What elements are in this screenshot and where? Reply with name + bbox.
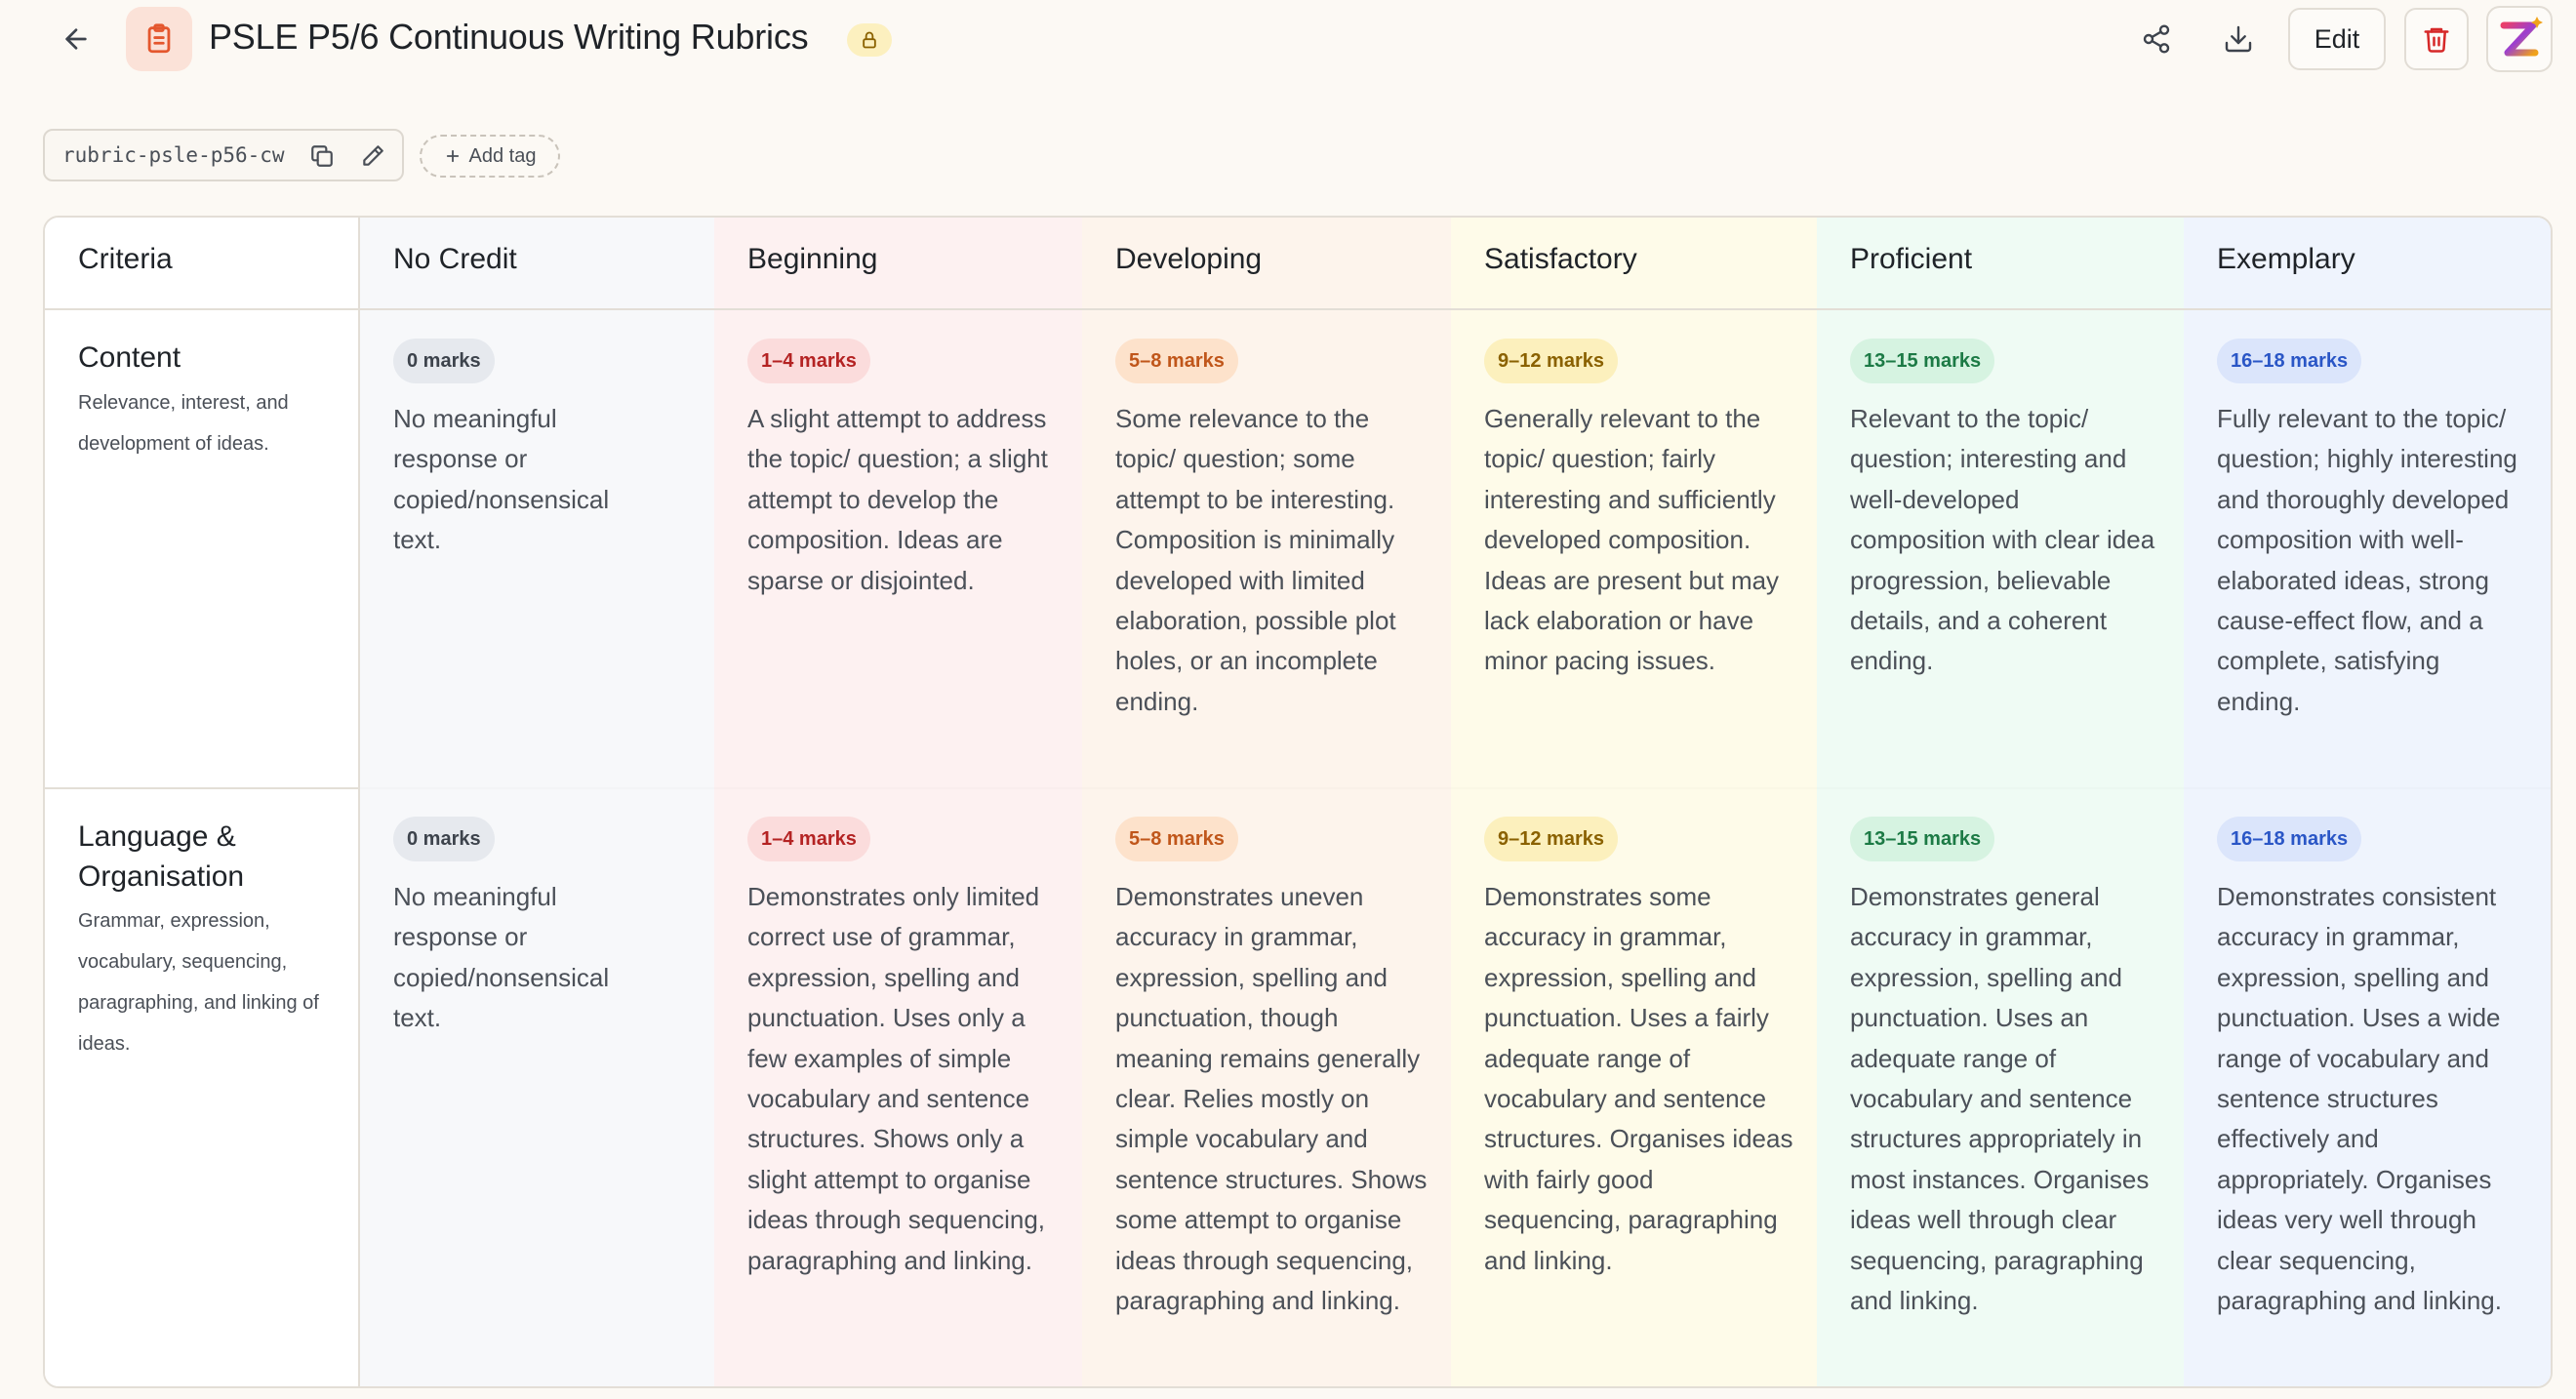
plus-icon — [444, 147, 462, 165]
level-column-exemplary — [2184, 218, 2553, 1386]
marks-badge: 13–15 marks — [1850, 817, 1994, 861]
rubric-slug: rubric-psle-p56-cw — [62, 143, 285, 167]
brand-logo-icon — [2492, 12, 2547, 66]
locked-badge — [847, 23, 892, 57]
marks-badge: 9–12 marks — [1484, 339, 1618, 383]
level-column-proficient — [1817, 218, 2184, 1386]
marks-badge: 0 marks — [393, 339, 495, 383]
marks-badge: 1–4 marks — [747, 817, 870, 861]
add-tag-label: Add tag — [468, 144, 537, 167]
level-header: Beginning — [747, 243, 878, 275]
criteria-column — [45, 218, 360, 1386]
arrow-left-icon — [60, 23, 92, 55]
rubric-cell-text: Demonstrates general accuracy in grammar, expression, spelling and punctuation. Uses an adequate range of vocabulary and sentence structures appropriately in most instances. Organises ideas well through clear sequencing, paragraphing and linking. — [1850, 882, 2150, 1316]
rubric-cell-text: Demonstrates only limited correct use of grammar, expression, spelling and punctuation. Uses only a few examples of simple vocabulary and sentence structures. Shows only a slight attempt to organise ideas through sequencing, paragraphing and linking. — [747, 882, 1046, 1275]
marks-badge: 0 marks — [393, 817, 495, 861]
row-divider — [360, 787, 2553, 789]
copy-icon — [309, 143, 335, 169]
rubric-cell-text: No meaningful response or copied/nonsensical text. — [393, 882, 610, 1033]
share-button[interactable] — [2135, 18, 2178, 60]
edit-button[interactable]: Edit — [2288, 8, 2386, 70]
marks-badge: 5–8 marks — [1115, 817, 1238, 861]
level-header: Exemplary — [2217, 243, 2355, 275]
download-button[interactable] — [2217, 18, 2260, 60]
level-header: No Credit — [393, 243, 517, 275]
share-icon — [2141, 23, 2172, 55]
back-button[interactable] — [57, 20, 96, 59]
level-column-beginning — [714, 218, 1082, 1386]
level-column-satisfactory — [1451, 218, 1817, 1386]
lock-icon — [860, 30, 879, 50]
rubric-table — [43, 216, 2553, 1388]
marks-badge: 16–18 marks — [2217, 339, 2361, 383]
page-title: PSLE P5/6 Continuous Writing Rubrics — [209, 17, 809, 57]
level-header: Proficient — [1850, 243, 1973, 275]
pencil-icon — [360, 143, 385, 169]
criteria-header: Criteria — [78, 243, 173, 275]
level-header: Developing — [1115, 243, 1263, 275]
rubric-cell-text: Demonstrates some accuracy in grammar, expression, spelling and punctuation. Uses a fairly adequate range of vocabulary and sentence structures. Organises ideas with fairly good sequencing, paragraphing and linking. — [1484, 882, 1793, 1275]
marks-badge: 16–18 marks — [2217, 817, 2361, 861]
marks-badge: 1–4 marks — [747, 339, 870, 383]
rubric-slug-chip — [43, 129, 404, 181]
rubric-cell-text: Relevant to the topic/ question; interesting and well-developed composition with clear idea progression, believable details, and a coherent ending. — [1850, 404, 2155, 676]
add-tag-button[interactable] — [420, 135, 560, 178]
edit-slug-button[interactable] — [359, 142, 386, 170]
document-type-badge — [126, 7, 192, 71]
copy-slug-button[interactable] — [308, 142, 336, 170]
clipboard-list-icon — [142, 22, 176, 56]
download-icon — [2223, 23, 2254, 55]
criterion-description: Relevance, interest, and development of ideas. — [78, 392, 289, 455]
row-divider — [45, 787, 360, 789]
rubric-cell-text: Fully relevant to the topic/ question; highly interesting and thoroughly developed composition with well-elaborated ideas, strong cause-effect flow, and a complete, satisfying ending. — [2217, 404, 2517, 716]
marks-badge: 13–15 marks — [1850, 339, 1994, 383]
criterion-description: Grammar, expression, vocabulary, sequencing, paragraphing, and linking of ideas. — [78, 910, 319, 1055]
level-column-no-credit — [360, 218, 714, 1386]
criterion-title: Language & Organisation — [78, 820, 245, 893]
level-column-developing — [1082, 218, 1451, 1386]
marks-badge: 9–12 marks — [1484, 817, 1618, 861]
delete-button[interactable] — [2404, 8, 2469, 70]
rubric-cell-text: A slight attempt to address the topic/ question; a slight attempt to develop the composition. Ideas are sparse or disjointed. — [747, 404, 1048, 595]
criterion-title: Content — [78, 341, 181, 374]
marks-badge: 5–8 marks — [1115, 339, 1238, 383]
header-bar — [0, 0, 2576, 78]
rubric-cell-text: Demonstrates uneven accuracy in grammar, expression, spelling and punctuation, though meaning remains generally clear. Relies mostly on simple vocabulary and sentence structures. Shows some attempt to organise ideas through sequencing, paragraphing and linking. — [1115, 882, 1428, 1316]
rubric-cell-text: Demonstrates consistent accuracy in grammar, expression, spelling and punctuation. Uses a wide range of vocabulary and sentence structures effectively and appropriately. Organises ideas very well through clear sequencing, paragraphing and linking. — [2217, 882, 2502, 1316]
user-avatar[interactable] — [2486, 6, 2553, 72]
rubric-cell-text: No meaningful response or copied/nonsensical text. — [393, 404, 610, 555]
trash-icon — [2422, 24, 2451, 54]
rubric-cell-text: Some relevance to the topic/ question; some attempt to be interesting. Composition is minimally developed with limited elaboration, possible plot holes, or an incomplete ending. — [1115, 404, 1396, 716]
rubric-cell-text: Generally relevant to the topic/ question; fairly interesting and sufficiently developed composition. Ideas are present but may lack elaboration or have minor pacing issues. — [1484, 404, 1780, 676]
level-header: Satisfactory — [1484, 243, 1637, 275]
header-divider — [45, 308, 2551, 310]
